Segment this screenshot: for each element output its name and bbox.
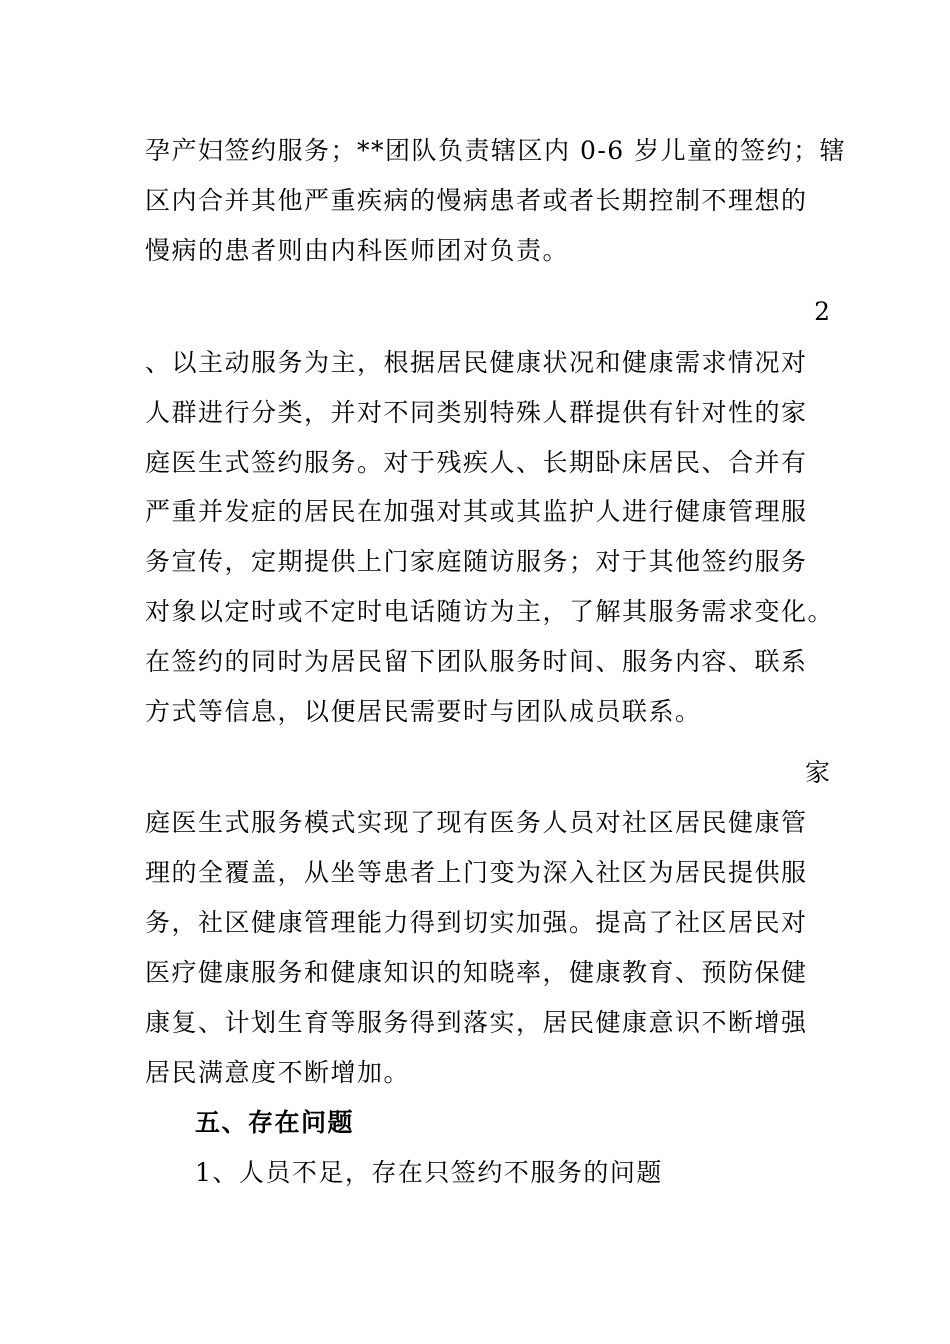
paragraph2-line-4: 严重并发症的居民在加强对其或其监护人进行健康管理服 <box>145 497 808 526</box>
list-number-2: 2 <box>814 297 830 326</box>
section-heading: 五、存在问题 <box>195 1108 355 1137</box>
paragraph2-line-8: 方式等信息，以便居民需要时与团队成员联系。 <box>145 697 702 726</box>
paragraph3-line-4: 医疗健康服务和健康知识的知晓率，健康教育、预防保健 <box>145 958 808 987</box>
paragraph2-line-2: 人群进行分类，并对不同类别特殊人群提供有针对性的家 <box>145 398 808 427</box>
paragraph2-line-3: 庭医生式签约服务。对于残疾人、长期卧床居民、合并有 <box>145 448 808 477</box>
paragraph3-line-2: 理的全覆盖，从坐等患者上门变为深入社区为居民提供服 <box>145 858 808 887</box>
paragraph1-line-2: 区内合并其他严重疾病的慢病患者或者长期控制不理想的 <box>145 186 808 215</box>
paragraph2-line-5: 务宣传，定期提供上门家庭随访服务；对于其他签约服务 <box>145 547 808 576</box>
paragraph2-line-1: 、以主动服务为主，根据居民健康状况和健康需求情况对 <box>145 348 808 377</box>
list-item-1: 1、人员不足，存在只签约不服务的问题 <box>195 1158 663 1187</box>
paragraph1-line-1: 孕产妇签约服务；**团队负责辖区内 0-6 岁儿童的签约；辖 <box>145 136 847 165</box>
paragraph2-line-7: 在签约的同时为居民留下团队服务时间、服务内容、联系 <box>145 647 808 676</box>
paragraph3-lead-char: 家 <box>804 758 830 787</box>
paragraph3-line-6: 居民满意度不断增加。 <box>145 1058 411 1087</box>
paragraph3-line-5: 康复、计划生育等服务得到落实，居民健康意识不断增强 <box>145 1008 808 1037</box>
paragraph1-line-3: 慢病的患者则由内科医师团对负责。 <box>145 236 570 265</box>
paragraph3-line-1: 庭医生式服务模式实现了现有医务人员对社区居民健康管 <box>145 808 808 837</box>
paragraph2-line-6: 对象以定时或不定时电话随访为主，了解其服务需求变化。 <box>145 597 835 626</box>
paragraph3-line-3: 务，社区健康管理能力得到切实加强。提高了社区居民对 <box>145 908 808 937</box>
